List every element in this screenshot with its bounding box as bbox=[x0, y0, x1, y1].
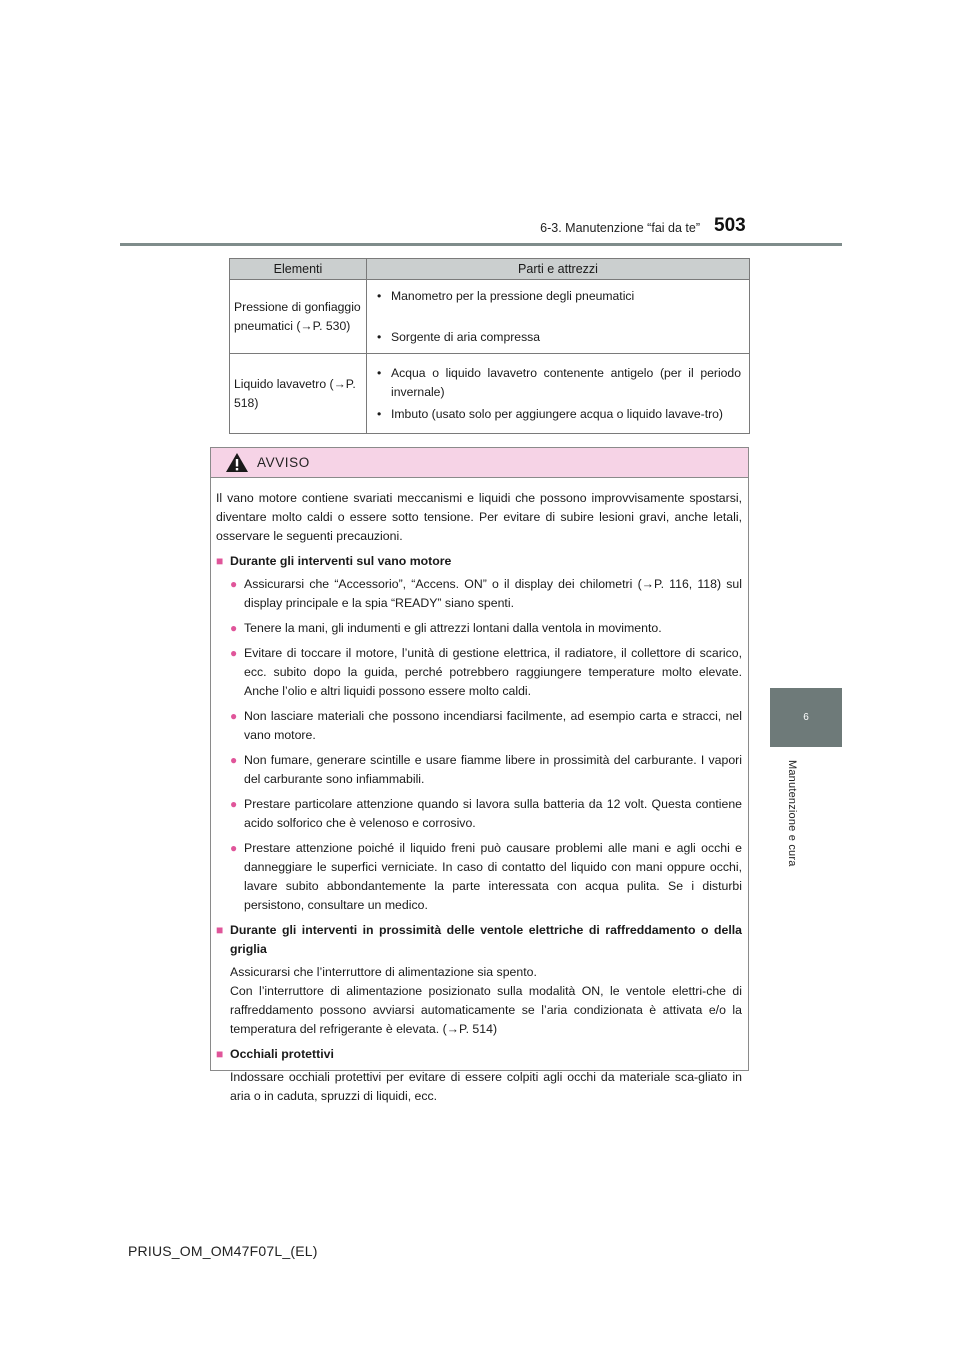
square-bullet-icon: ■ bbox=[216, 554, 224, 568]
section-title: 6-3. Manutenzione “fai da te” bbox=[540, 221, 700, 235]
circle-bullet-icon: ● bbox=[230, 709, 238, 723]
section-paragraph: Assicurarsi che l’interruttore di alimentazione sia spento. Con l’interruttore di alimentazione posizionato sulla modalità ON, le ventole elettri-che di raffreddamento possono avviarsi automaticamente se l’aria condizionata è attivata e/o la temperatura del refrigerante è elevata. (→P. 514) bbox=[230, 965, 742, 1036]
square-bullet-icon: ■ bbox=[216, 1047, 224, 1061]
document-id: PRIUS_OM_OM47F07L_(EL) bbox=[128, 1243, 318, 1259]
circle-bullet-icon: ● bbox=[230, 646, 238, 660]
warning-title: AVVISO bbox=[257, 455, 310, 470]
column-header-elements: Elementi bbox=[230, 259, 367, 280]
circle-bullet-icon: ● bbox=[230, 841, 238, 855]
section-heading: ■ Durante gli interventi sul vano motore bbox=[216, 552, 742, 571]
list-item: ● Assicurarsi che “Accessorio”, “Accens. ON” o il display dei chilometri (→P. 116, 118) sul display principale e la spia “READY” siano spenti. bbox=[230, 575, 742, 613]
section-heading: ■ Occhiali protettivi bbox=[216, 1045, 742, 1064]
section-paragraph: Indossare occhiali protettivi per evitare di essere colpiti agli occhi da materiale sca-gliato in aria o in caduta, spruzzi di liquidi, ecc. bbox=[230, 1070, 742, 1103]
list-item: ● Non lasciare materiali che possono incendiarsi facilmente, ad esempio carta e stracci, nel vano motore. bbox=[230, 707, 742, 745]
warning-body bbox=[211, 478, 748, 1106]
header-rule bbox=[120, 243, 842, 246]
section-heading: ■ Durante gli interventi in prossimità delle ventole elettriche di raffreddamento o della griglia bbox=[216, 921, 742, 959]
warning-box bbox=[210, 447, 749, 1103]
list-item: ● Non fumare, generare scintille e usare fiamme libere in prossimità del carburante. I vapori del carburante sono infiammabili. bbox=[230, 751, 742, 789]
circle-bullet-icon: ● bbox=[230, 797, 238, 811]
column-header-parts: Parti e attrezzi bbox=[367, 259, 750, 280]
list-item: • Acqua o liquido lavavetro contenente antigelo (per il periodo invernale) bbox=[377, 365, 741, 399]
list-item: ● Evitare di toccare il motore, l’unità di gestione elettrica, il radiatore, il collettore di scarico, ecc. subito dopo la guida, perché potrebbero raggiungere temperature molto elevate. Anche l’olio e altri liquidi possono essere molto caldi. bbox=[230, 644, 742, 701]
circle-bullet-icon: ● bbox=[230, 577, 238, 591]
parts-cell bbox=[367, 354, 750, 434]
circle-bullet-icon: ● bbox=[230, 621, 238, 635]
list-item: • Manometro per la pressione degli pneumatici bbox=[377, 288, 635, 303]
warning-header bbox=[211, 448, 748, 478]
table-row bbox=[230, 354, 750, 434]
circle-bullet-icon: ● bbox=[230, 753, 238, 767]
warning-triangle-icon bbox=[225, 452, 249, 473]
parts-cell bbox=[367, 280, 750, 354]
warning-intro: Il vano motore contiene svariati meccanismi e liquidi che possono improvvisamente spostarsi, diventare molto caldi o essere sotto tensione. Per evitare di subire lesioni gravi, anche letali, osservare le seguenti precauzioni. bbox=[216, 491, 742, 543]
page-number: 503 bbox=[714, 215, 746, 236]
square-bullet-icon: ■ bbox=[216, 923, 224, 937]
table-row bbox=[230, 280, 750, 354]
chapter-label-text: Manutenzione e cura bbox=[786, 760, 798, 867]
list-item: ● Prestare attenzione poiché il liquido freni può causare problemi alle mani e agli occhi e danneggiare le superfici verniciate. In caso di contatto del liquido con mani oppure occhi, lavare subito abbondantemente la parte interessata con acqua pulita. Se i disturbi persistono, consultare un medico. bbox=[230, 839, 742, 915]
table-header-row bbox=[230, 259, 750, 280]
element-cell: Liquido lavavetro (→P. 518) bbox=[230, 354, 367, 434]
chapter-tab[interactable]: 6 bbox=[770, 688, 842, 747]
list-item: ● Prestare particolare attenzione quando si lavora sulla batteria da 12 volt. Questa contiene acido solforico che è velenoso e corrosivo. bbox=[230, 795, 742, 833]
list-item: ● Tenere la mani, gli indumenti e gli attrezzi lontani dalla ventola in movimento. bbox=[230, 619, 742, 638]
list-item: • Sorgente di aria compressa bbox=[377, 329, 541, 344]
chapter-label bbox=[752, 760, 832, 880]
parts-table bbox=[229, 258, 750, 434]
list-item: • Imbuto (usato solo per aggiungere acqua o liquido lavave-tro) bbox=[377, 406, 723, 421]
element-cell: Pressione di gonfiaggio pneumatici (→P. 530) bbox=[230, 280, 367, 354]
